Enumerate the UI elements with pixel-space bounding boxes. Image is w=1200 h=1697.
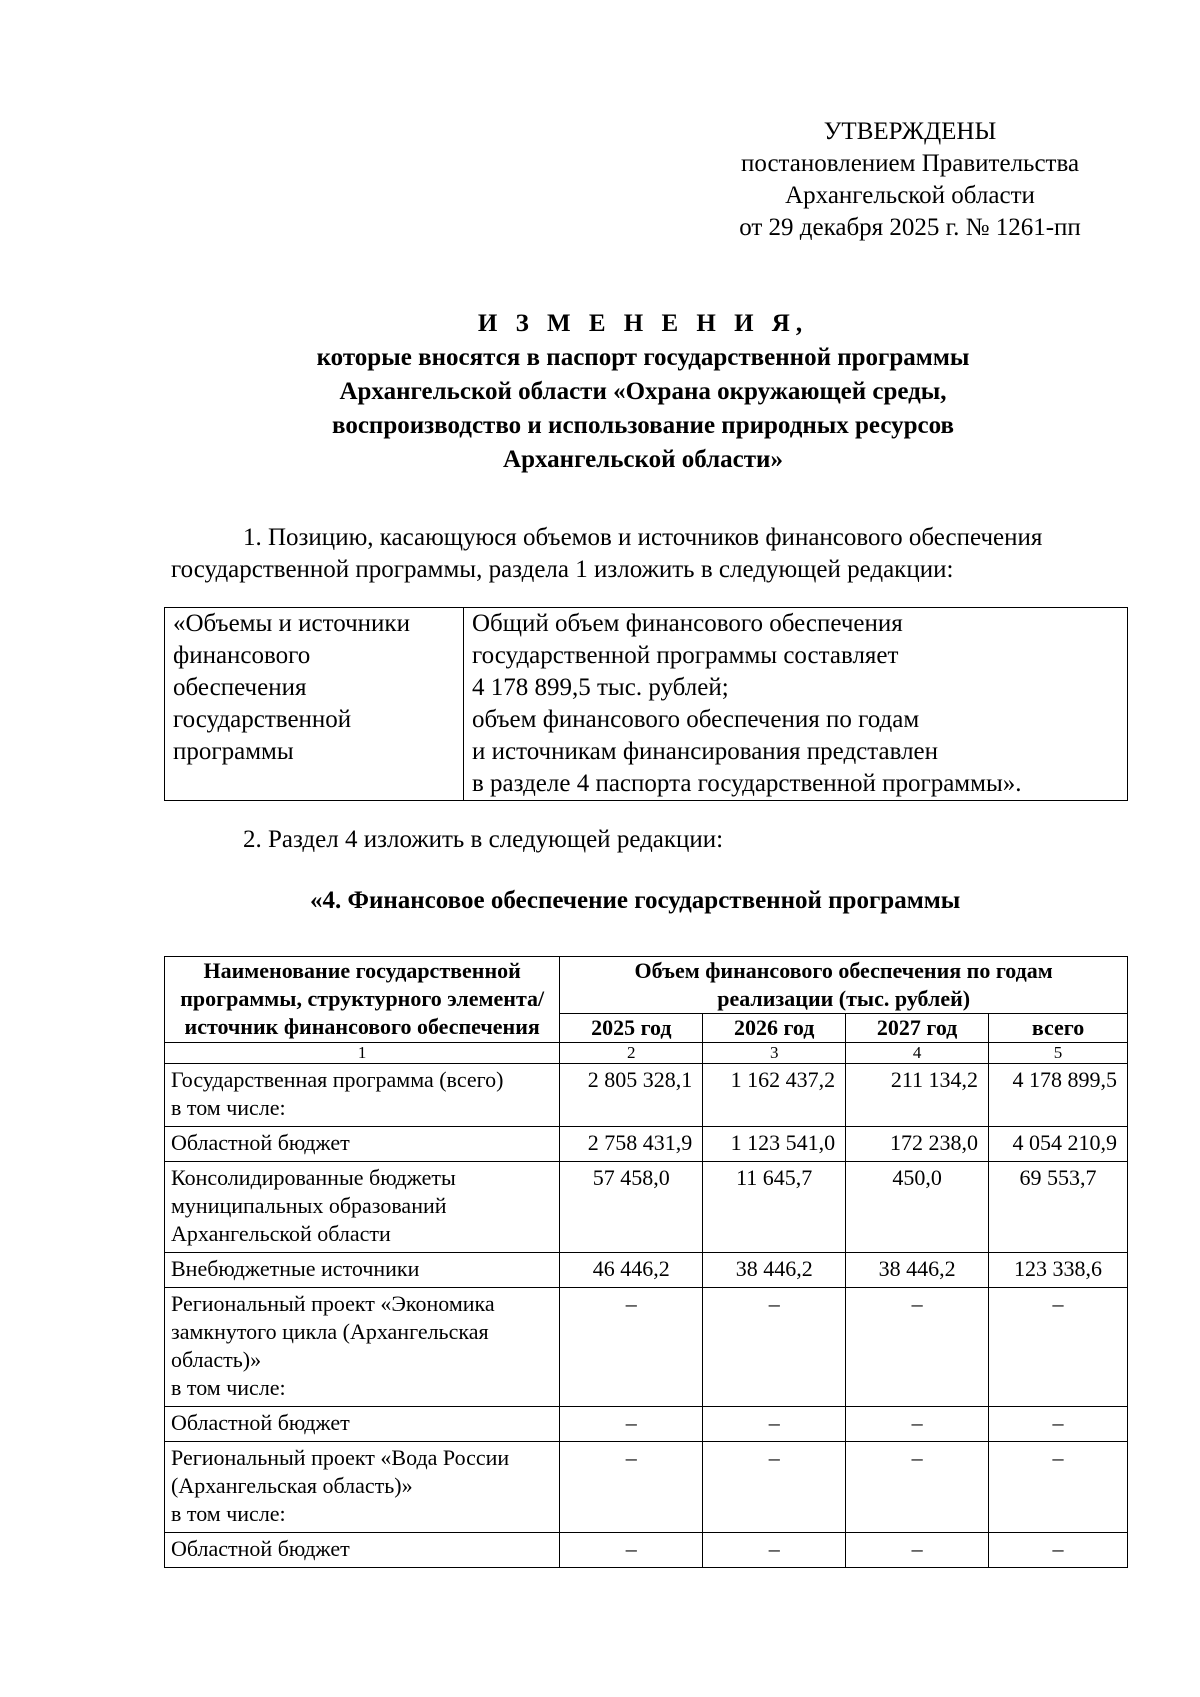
document-title — [163, 307, 1123, 477]
passport-left-line: обеспечения — [173, 674, 307, 701]
row-name — [165, 1442, 560, 1533]
row-name — [165, 1162, 560, 1253]
value-total: – — [989, 1288, 1128, 1407]
value-2025: – — [560, 1288, 703, 1407]
table-row — [165, 1064, 1128, 1127]
value-2025: – — [560, 1407, 703, 1442]
row-name-line: Областной бюджет — [171, 1410, 350, 1435]
value-2025: 2 758 431,9 — [560, 1127, 703, 1162]
passport-right-line: в разделе 4 паспорта государственной программы». — [472, 770, 1022, 797]
value-2026: – — [703, 1407, 846, 1442]
row-name-line: в том числе: — [171, 1095, 286, 1120]
value-2026: 1 123 541,0 — [703, 1127, 846, 1162]
row-name-line: Архангельской области — [171, 1221, 391, 1246]
value-2027: 38 446,2 — [846, 1253, 989, 1288]
value-2026: – — [703, 1442, 846, 1533]
value-2026: 1 162 437,2 — [703, 1064, 846, 1127]
row-name — [165, 1533, 560, 1568]
header-year-2026: 2026 год — [703, 1014, 846, 1043]
value-2026: 38 446,2 — [703, 1253, 846, 1288]
value-total: 4 178 899,5 — [989, 1064, 1128, 1127]
table-row — [165, 1127, 1128, 1162]
passport-right-line: 4 178 899,5 тыс. рублей; — [472, 674, 729, 701]
row-name-line: (Архангельская область)» — [171, 1473, 413, 1498]
row-name-line: муниципальных образований — [171, 1193, 447, 1218]
passport-right-cell — [464, 608, 1128, 801]
row-name — [165, 1064, 560, 1127]
title-heading: И З М Е Н Е Н И Я, — [477, 310, 809, 337]
item-2-paragraph — [171, 824, 1121, 856]
finance-header-row — [165, 957, 1128, 1014]
table-row — [165, 1253, 1128, 1288]
value-2027: – — [846, 1407, 989, 1442]
row-name-line: Региональный проект «Вода России — [171, 1445, 510, 1470]
value-2027: – — [846, 1442, 989, 1533]
value-2025: 46 446,2 — [560, 1253, 703, 1288]
row-name — [165, 1407, 560, 1442]
passport-row — [165, 608, 1128, 801]
row-name-line: в том числе: — [171, 1501, 286, 1526]
section-title: «4. Финансовое обеспечение государственной программы — [310, 887, 961, 914]
value-2027: – — [846, 1533, 989, 1568]
row-name — [165, 1288, 560, 1407]
table-row — [165, 1442, 1128, 1533]
approval-heading: УТВЕРЖДЕНЫ — [823, 118, 997, 145]
header-name-line: Наименование государственной — [203, 958, 521, 983]
value-total: – — [989, 1533, 1128, 1568]
row-name — [165, 1127, 560, 1162]
value-2027: 450,0 — [846, 1162, 989, 1253]
value-2026: – — [703, 1288, 846, 1407]
title-line-4: Архангельской области» — [503, 446, 783, 473]
row-name-line: Областной бюджет — [171, 1130, 350, 1155]
value-total: 69 553,7 — [989, 1162, 1128, 1253]
header-name-line: источник финансового обеспечения — [184, 1014, 540, 1039]
table-row — [165, 1162, 1128, 1253]
value-total: 123 338,6 — [989, 1253, 1128, 1288]
index-cell: 1 — [165, 1043, 560, 1064]
header-year-2027: 2027 год — [846, 1014, 989, 1043]
header-group-line: Объем финансового обеспечения по годам — [634, 958, 1053, 983]
row-name-line: Областной бюджет — [171, 1536, 350, 1561]
value-total: – — [989, 1407, 1128, 1442]
row-name-line: область)» — [171, 1347, 262, 1372]
header-name-line: программы, структурного элемента/ — [180, 986, 545, 1011]
finance-index-row — [165, 1043, 1128, 1064]
passport-left-line: «Объемы и источники — [173, 610, 410, 637]
value-2025: 2 805 328,1 — [560, 1064, 703, 1127]
index-cell: 2 — [560, 1043, 703, 1064]
table-row — [165, 1533, 1128, 1568]
header-total: всего — [989, 1014, 1128, 1043]
item-1-line-1: 1. Позицию, касающуюся объемов и источников финансового обеспечения — [243, 524, 1043, 551]
index-cell: 3 — [703, 1043, 846, 1064]
table-row — [165, 1407, 1128, 1442]
row-name-line: Региональный проект «Экономика — [171, 1291, 495, 1316]
passport-right-line: объем финансового обеспечения по годам — [472, 706, 920, 733]
passport-table — [164, 607, 1128, 801]
value-2026: 11 645,7 — [703, 1162, 846, 1253]
approval-block — [690, 116, 1130, 244]
item-1-line-2: государственной программы, раздела 1 изложить в следующей редакции: — [171, 556, 954, 583]
index-cell: 5 — [989, 1043, 1128, 1064]
passport-left-line: государственной — [173, 706, 352, 733]
passport-right-line: Общий объем финансового обеспечения — [472, 610, 903, 637]
value-2025: 57 458,0 — [560, 1162, 703, 1253]
value-total: 4 054 210,9 — [989, 1127, 1128, 1162]
value-2025: – — [560, 1442, 703, 1533]
row-name-line: Государственная программа (всего) — [171, 1067, 504, 1092]
title-line-1: которые вносятся в паспорт государственной программы — [316, 344, 970, 371]
approval-line-4: от 29 декабря 2025 г. № 1261-пп — [739, 214, 1081, 241]
header-group-line: реализации (тыс. рублей) — [717, 986, 971, 1011]
passport-left-cell — [165, 608, 464, 801]
row-name-line: Консолидированные бюджеты — [171, 1165, 456, 1190]
title-line-2: Архангельской области «Охрана окружающей среды, — [339, 378, 947, 405]
approval-line-2: постановлением Правительства — [740, 150, 1080, 177]
index-cell: 4 — [846, 1043, 989, 1064]
row-name — [165, 1253, 560, 1288]
header-volume-group — [560, 957, 1128, 1014]
row-name-line: Внебюджетные источники — [171, 1256, 420, 1281]
table-row — [165, 1288, 1128, 1407]
finance-table — [164, 956, 1128, 1568]
value-2027: 172 238,0 — [846, 1127, 989, 1162]
value-2027: 211 134,2 — [846, 1064, 989, 1127]
item-1-paragraph — [171, 522, 1121, 586]
passport-right-line: и источникам финансирования представлен — [472, 738, 939, 765]
passport-left-line: финансового — [173, 642, 311, 669]
value-2026: – — [703, 1533, 846, 1568]
value-total: – — [989, 1442, 1128, 1533]
header-year-2025: 2025 год — [560, 1014, 703, 1043]
row-name-line: замкнутого цикла (Архангельская — [171, 1319, 489, 1344]
value-2025: – — [560, 1533, 703, 1568]
title-line-3: воспроизводство и использование природных ресурсов — [332, 412, 954, 439]
approval-line-3: Архангельской области — [785, 182, 1035, 209]
item-2-line: 2. Раздел 4 изложить в следующей редакции: — [243, 826, 724, 853]
passport-right-line: государственной программы составляет — [472, 642, 899, 669]
row-name-line: в том числе: — [171, 1375, 286, 1400]
passport-left-line: программы — [173, 738, 294, 765]
value-2027: – — [846, 1288, 989, 1407]
header-name-column — [165, 957, 560, 1043]
